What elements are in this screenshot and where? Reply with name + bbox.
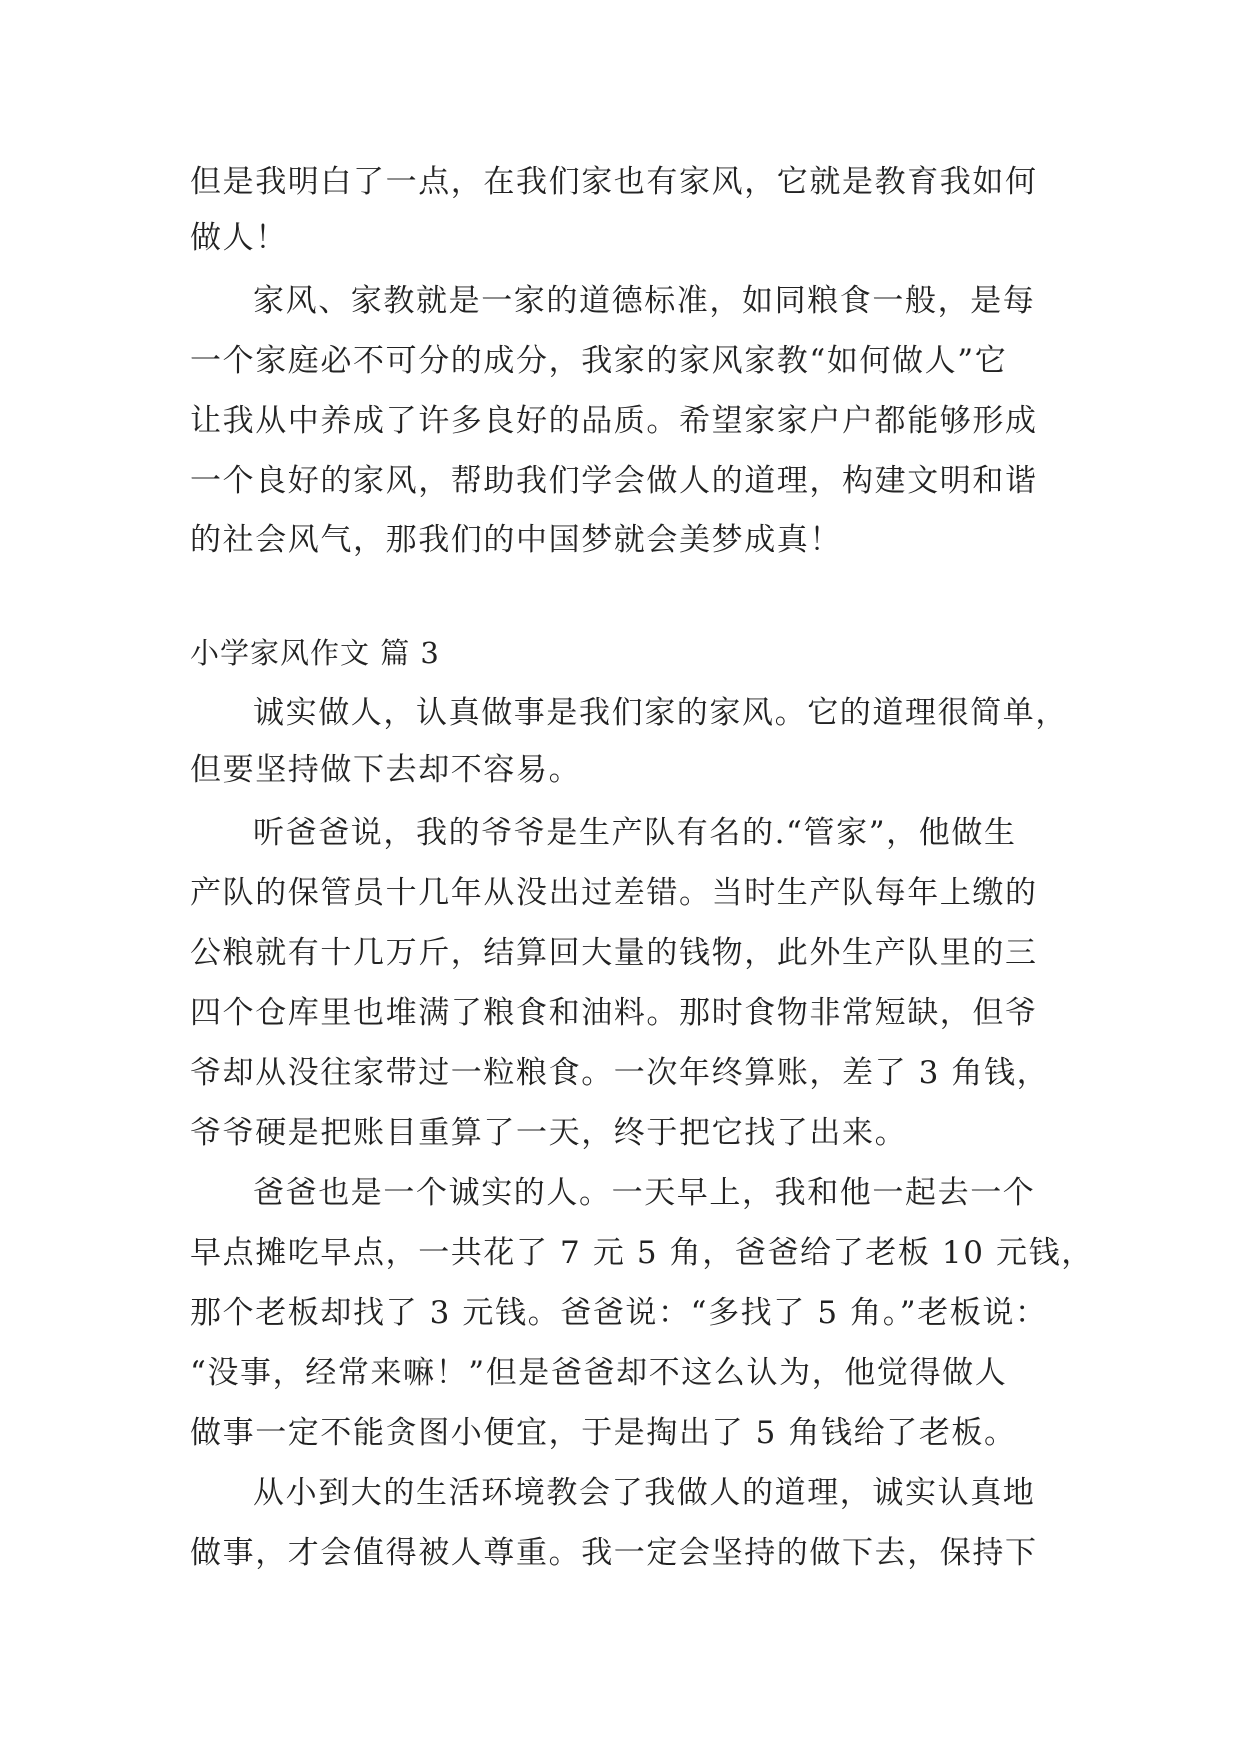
section-heading: 小学家风作文 篇 3 <box>190 636 440 670</box>
paragraph-first-line: 家风、家教就是一家的道德标准，如同粮食一般，是每 <box>253 283 1036 319</box>
text-line: 让我从中养成了许多良好的品质。希望家家户户都能够形成 <box>190 403 1038 439</box>
text-line: 四个仓库里也堆满了粮食和油料。那时食物非常短缺，但爷 <box>190 995 1038 1031</box>
paragraph-first-line: 听爸爸说，我的爷爷是生产队有名的.“管家”，他做生 <box>253 815 1017 851</box>
text-line: 早点摊吃早点，一共花了 7 元 5 角，爸爸给了老板 10 元钱， <box>190 1235 1094 1271</box>
text-line: 产队的保管员十几年从没出过差错。当时生产队每年上缴的 <box>190 875 1038 911</box>
paragraph-first-line: 爸爸也是一个诚实的人。一天早上，我和他一起去一个 <box>253 1175 1036 1211</box>
paragraph-first-line: 从小到大的生活环境教会了我做人的道理，诚实认真地 <box>253 1475 1036 1511</box>
text-line: “没事，经常来嘛！”但是爸爸却不这么认为，他觉得做人 <box>190 1355 1008 1391</box>
text-line: 做事一定不能贪图小便宜，于是掏出了 5 角钱给了老板。 <box>190 1415 1017 1451</box>
text-line: 做事，才会值得被人尊重。我一定会坚持的做下去，保持下 <box>190 1535 1038 1571</box>
text-line: 的社会风气，那我们的中国梦就会美梦成真！ <box>190 522 842 558</box>
text-line: 一个家庭必不可分的成分，我家的家风家教“如何做人”它 <box>190 343 1008 379</box>
text-line: 公粮就有十几万斤，结算回大量的钱物，此外生产队里的三 <box>190 935 1038 971</box>
paragraph-first-line: 诚实做人，认真做事是我们家的家风。它的道理很简单， <box>253 695 1068 731</box>
text-line: 但是我明白了一点，在我们家也有家风，它就是教育我如何 <box>190 164 1038 200</box>
text-line: 那个老板却找了 3 元钱。爸爸说：“多找了 5 角。”老板说： <box>190 1295 1048 1331</box>
text-line: 做人！ <box>190 220 288 256</box>
text-line: 一个良好的家风，帮助我们学会做人的道理，构建文明和谐 <box>190 463 1038 499</box>
text-line: 爷却从没往家带过一粒粮食。一次年终算账，差了 3 角钱， <box>190 1055 1050 1091</box>
text-line: 但要坚持做下去却不容易。 <box>190 752 582 788</box>
text-line: 爷爷硬是把账目重算了一天，终于把它找了出来。 <box>190 1115 908 1151</box>
